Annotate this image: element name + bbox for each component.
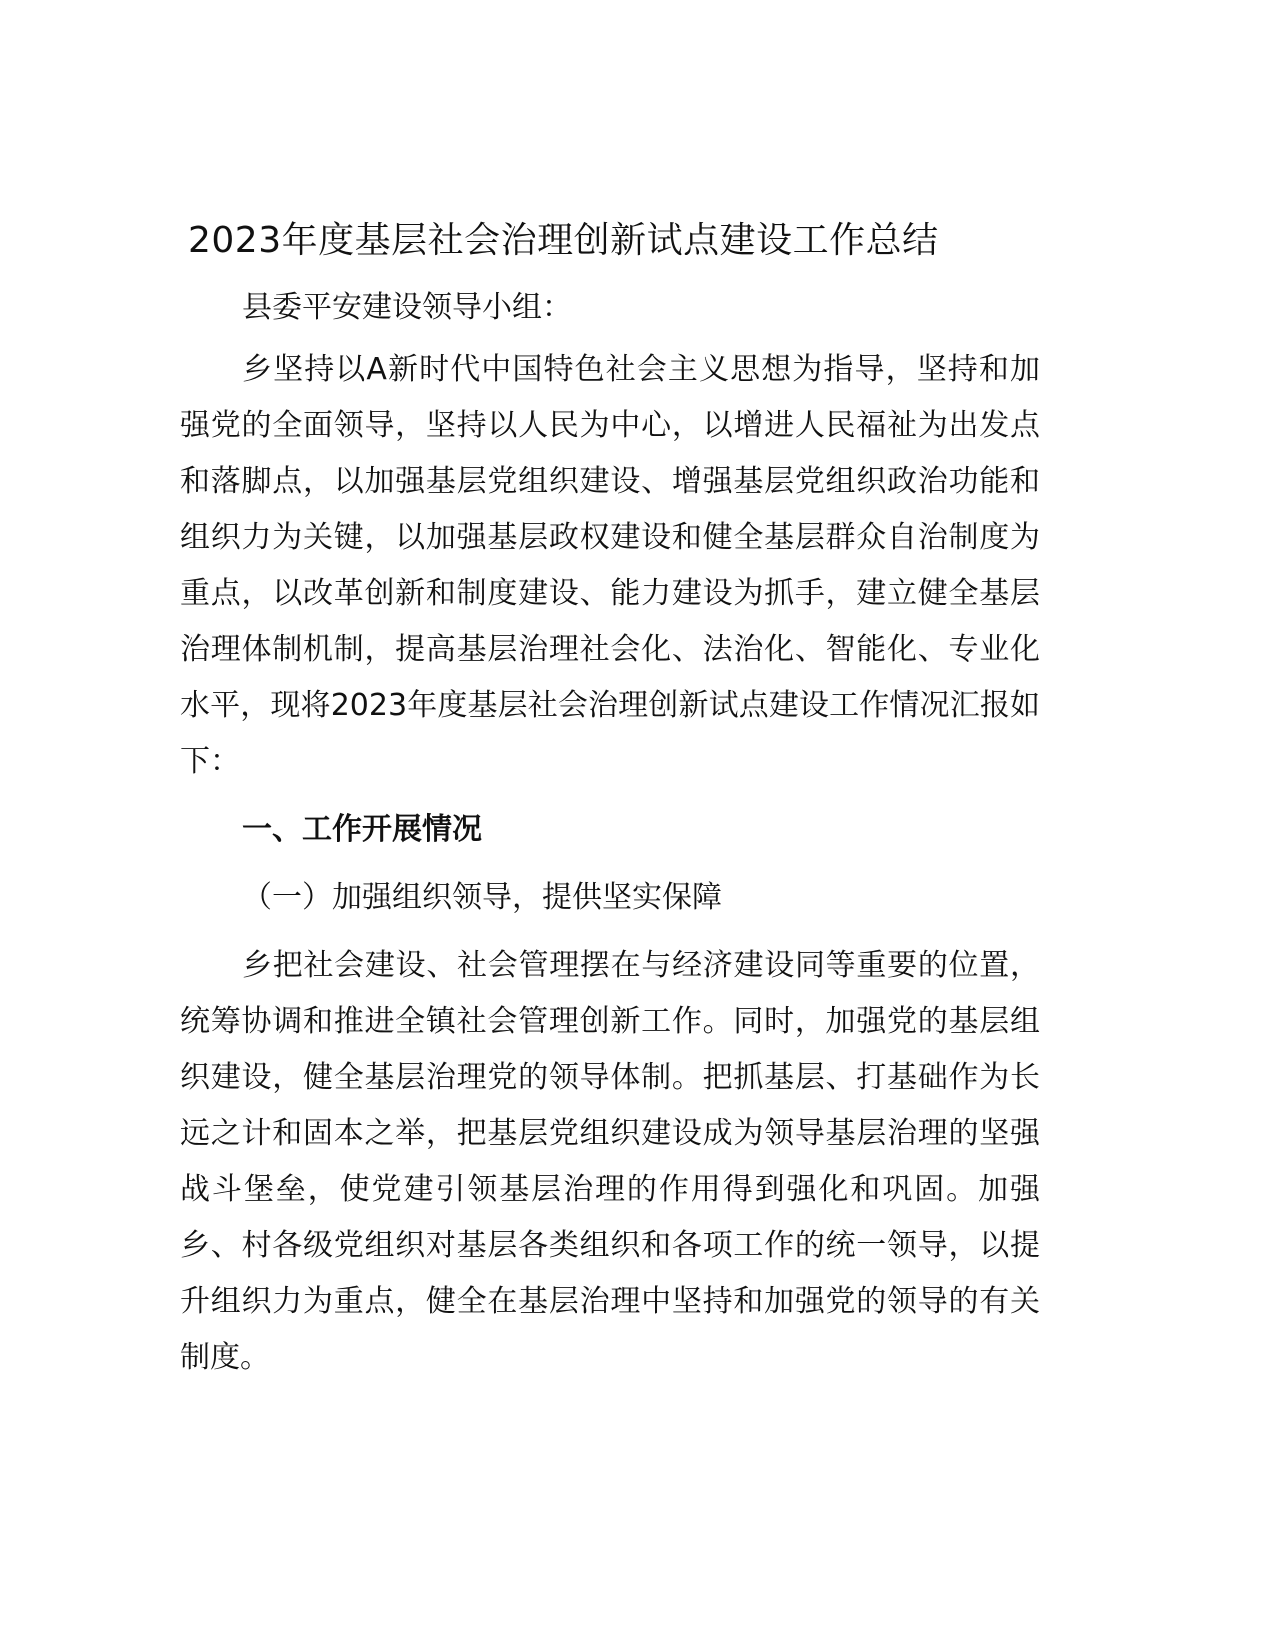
salutation: 县委平安建设领导小组：	[242, 290, 572, 325]
document-title: 2023年度基层社会治理创新试点建设工作总结	[188, 220, 939, 261]
intro-paragraph: 乡坚持以A新时代中国特色社会主义思想为指导，坚持和加强党的全面领导，坚持以人民为中心，以增进人民福祉为出发点和落脚点，以加强基层党组织建设、增强基层党组织政治功能和组织力为关键，以加强基层政权建设和健全基层群众自治制度为重点，以改革创新和制度建设、能力建设为抓手，建立健全基层治理体制机制，提高基层治理社会化、法治化、智能化、专业化水平，现将2023年度基层社会治理创新试点建设工作情况汇报如下：	[180, 352, 1040, 779]
document-body	[180, 210, 1040, 1386]
section-heading-work-progress: 一、工作开展情况	[242, 812, 482, 847]
subsection-heading-organization: （一）加强组织领导，提供坚实保障	[242, 880, 722, 915]
subsection-paragraph-organization: 乡把社会建设、社会管理摆在与经济建设同等重要的位置，统筹协调和推进全镇社会管理创新工作。同时，加强党的基层组织建设，健全基层治理党的领导体制。把抓基层、打基础作为长远之计和固本之举，把基层党组织建设成为领导基层治理的坚强战斗堡垒，使党建引领基层治理的作用得到强化和巩固。加强乡、村各级党组织对基层各类组织和各项工作的统一领导，以提升组织力为重点，健全在基层治理中坚持和加强党的领导的有关制度。	[180, 948, 1040, 1375]
